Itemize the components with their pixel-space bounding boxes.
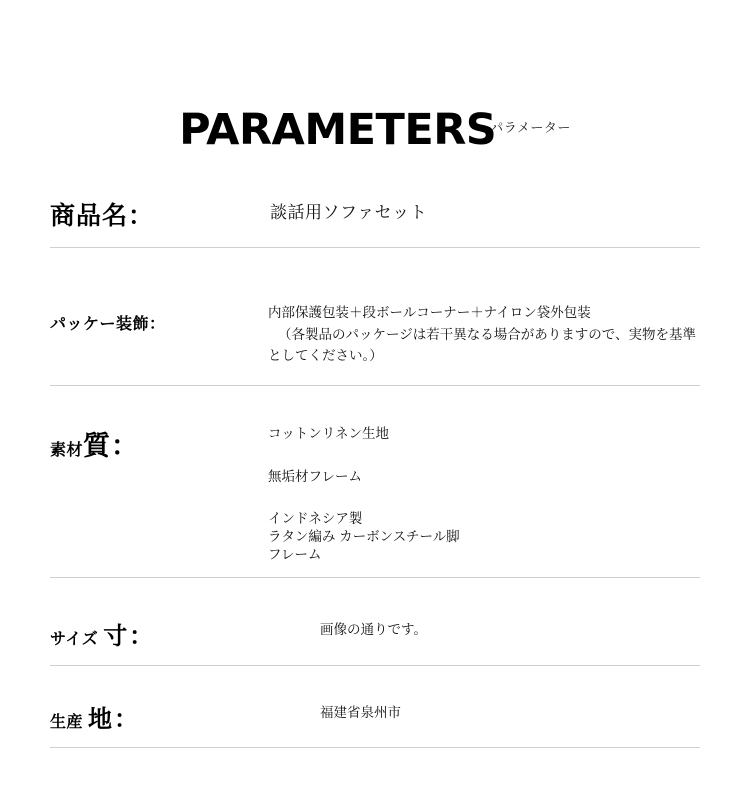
table-row-package	[50, 288, 700, 386]
value-origin: 福建省泉州市	[320, 705, 401, 720]
value-size: 画像の通りです。	[320, 622, 427, 637]
label-material	[50, 424, 139, 463]
label-size-small: サイズ	[50, 631, 99, 648]
page-title-main: PARAMETERS	[179, 105, 497, 155]
label-material-big: 質：	[83, 431, 140, 461]
table-row-product-name	[50, 186, 700, 248]
value-package-line2: （各製品のパッケージは若干異なる場合がありますので、実物を基準としてください。）	[268, 326, 696, 364]
label-size-big: 寸：	[103, 623, 156, 650]
table-row-origin	[50, 686, 700, 748]
label-product-name: 商品名：	[50, 202, 155, 230]
value-package-line1: 内部保護包装＋段ボールコーナー＋ナイロン袋外包装	[268, 305, 591, 320]
table-row-material	[50, 406, 700, 578]
label-size	[50, 616, 155, 651]
value-product-name: 談話用ソファセット	[270, 203, 428, 222]
value-material-line1: コットンリネン生地	[268, 426, 389, 441]
label-origin	[50, 699, 140, 734]
label-package: パッケー装飾：	[50, 316, 166, 333]
value-material-line2: 無垢材フレーム	[268, 468, 362, 484]
label-material-small: 素材	[50, 442, 84, 459]
label-origin-small: 生産	[50, 714, 84, 731]
value-package	[268, 302, 698, 367]
label-origin-big: 地：	[87, 706, 140, 733]
page-title	[0, 105, 750, 155]
value-material-line3: インドネシア製 ラタン編み カーボンスチール脚 フレーム	[268, 510, 460, 563]
page-title-sub: パラメーター	[490, 120, 571, 135]
value-material	[268, 424, 688, 565]
table-row-size	[50, 598, 700, 666]
